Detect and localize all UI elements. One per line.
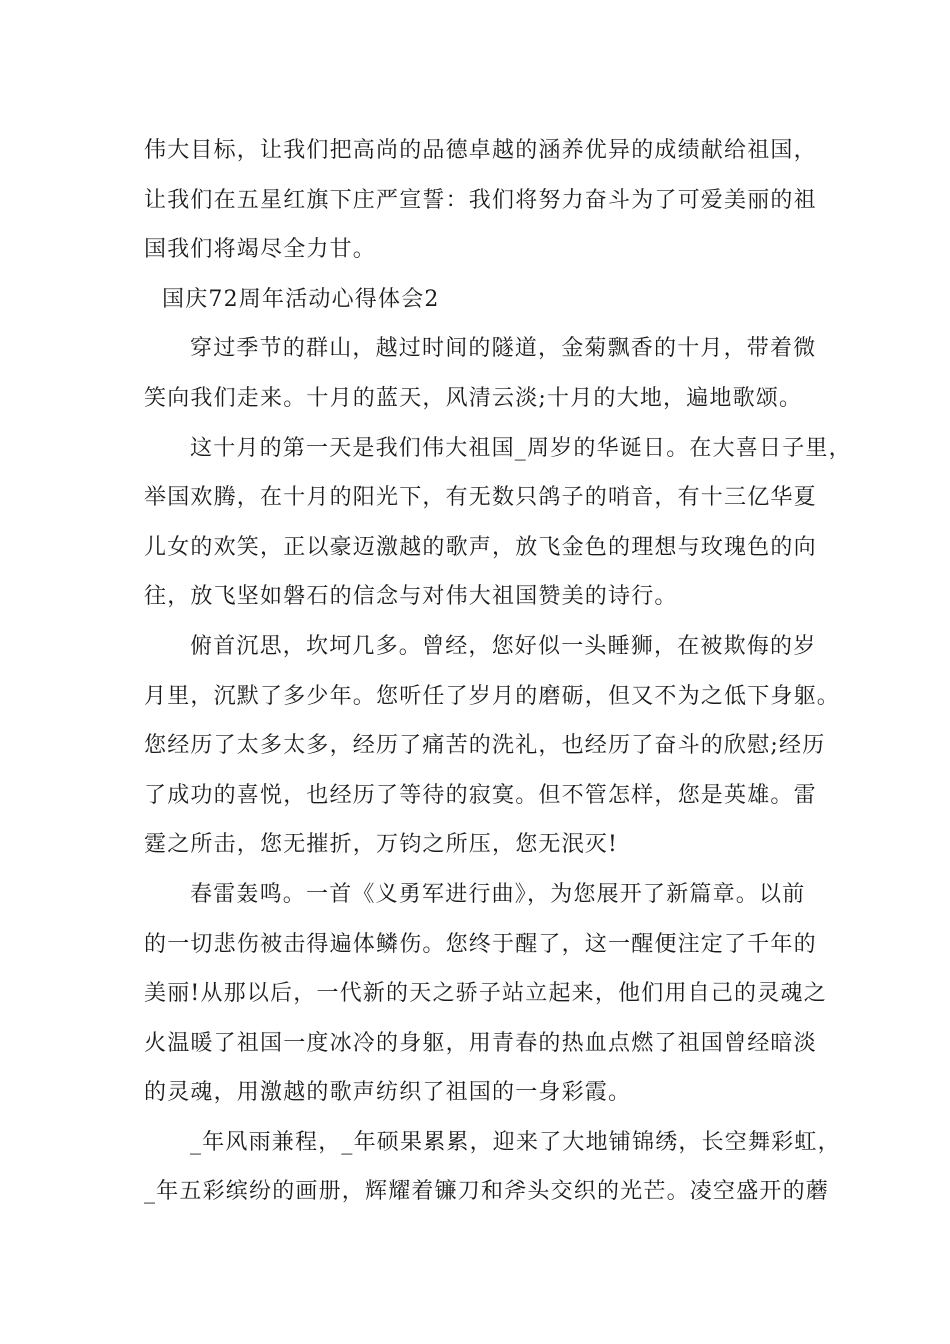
- text-line: 春雷轰鸣。一首《义勇军进行曲》，为您展开了新篇章。以前: [190, 881, 806, 907]
- text-line: _年五彩缤纷的画册，辉耀着镰刀和斧头交织的光芒。凌空盛开的蘑: [144, 1179, 830, 1205]
- paragraph: [144, 324, 824, 423]
- text-line: 这十月的第一天是我们伟大祖国_周岁的华诞日。在大喜日子里，: [190, 435, 852, 461]
- text-line: _年风雨兼程，_年硕果累累，迎来了大地铺锦绣，长空舞彩虹，: [190, 1129, 841, 1155]
- text-line: 的一切悲伤被击得遍体鳞伤。您终于醒了，这一醒便注定了千年的: [144, 931, 817, 957]
- text-line: 国我们将竭尽全力甘。: [144, 237, 377, 263]
- heading-text: 国庆72周年活动心得体会2: [162, 286, 440, 312]
- document-body: [144, 126, 852, 1217]
- section-heading: [144, 275, 824, 325]
- text-line: 美丽!从那以后，一代新的天之骄子站立起来，他们用自己的灵魂之: [144, 981, 827, 1007]
- text-line: 举国欢腾，在十月的阳光下，有无数只鸽子的哨音，有十三亿华夏: [144, 485, 817, 511]
- paragraph: [144, 424, 852, 622]
- text-line: 月里，沉默了多少年。您听任了岁月的磨砺，但又不为之低下身躯。: [144, 683, 841, 709]
- text-line: 火温暖了祖国一度冰冷的身躯，用青春的热血点燃了祖国曾经暗淡: [144, 1030, 817, 1056]
- text-line: 的灵魂，用激越的歌声纺织了祖国的一身彩霞。: [144, 1080, 632, 1106]
- text-line: 儿女的欢笑，正以豪迈激越的歌声，放飞金色的理想与玫瑰色的向: [144, 534, 817, 560]
- text-line: 让我们在五星红旗下庄严宣誓：我们将努力奋斗为了可爱美丽的祖: [144, 187, 817, 213]
- text-line: 穿过季节的群山，越过时间的隧道，金菊飘香的十月，带着微: [190, 336, 817, 362]
- text-line: 伟大目标，让我们把高尚的品德卓越的涵养优异的成绩献给祖国，: [144, 138, 817, 163]
- paragraph: [144, 622, 841, 870]
- text-line: 往，放飞坚如磐石的信念与对伟大祖国赞美的诗行。: [144, 584, 678, 610]
- paragraph: [144, 1118, 841, 1217]
- paragraph-continuation: [144, 126, 824, 275]
- text-line: 您经历了太多太多，经历了痛苦的洗礼，也经历了奋斗的欣慰;经历: [144, 733, 826, 759]
- text-line: 霆之所击，您无摧折，万钧之所压，您无泯灭!: [144, 832, 619, 858]
- text-line: 笑向我们走来。十月的蓝天，风清云淡;十月的大地，遍地歌颂。: [144, 385, 803, 411]
- text-line: 了成功的喜悦，也经历了等待的寂寞。但不管怎样，您是英雄。雷: [144, 782, 817, 808]
- text-line: 俯首沉思，坎坷几多。曾经，您好似一头睡狮，在被欺侮的岁: [190, 633, 817, 659]
- paragraph: [144, 870, 827, 1118]
